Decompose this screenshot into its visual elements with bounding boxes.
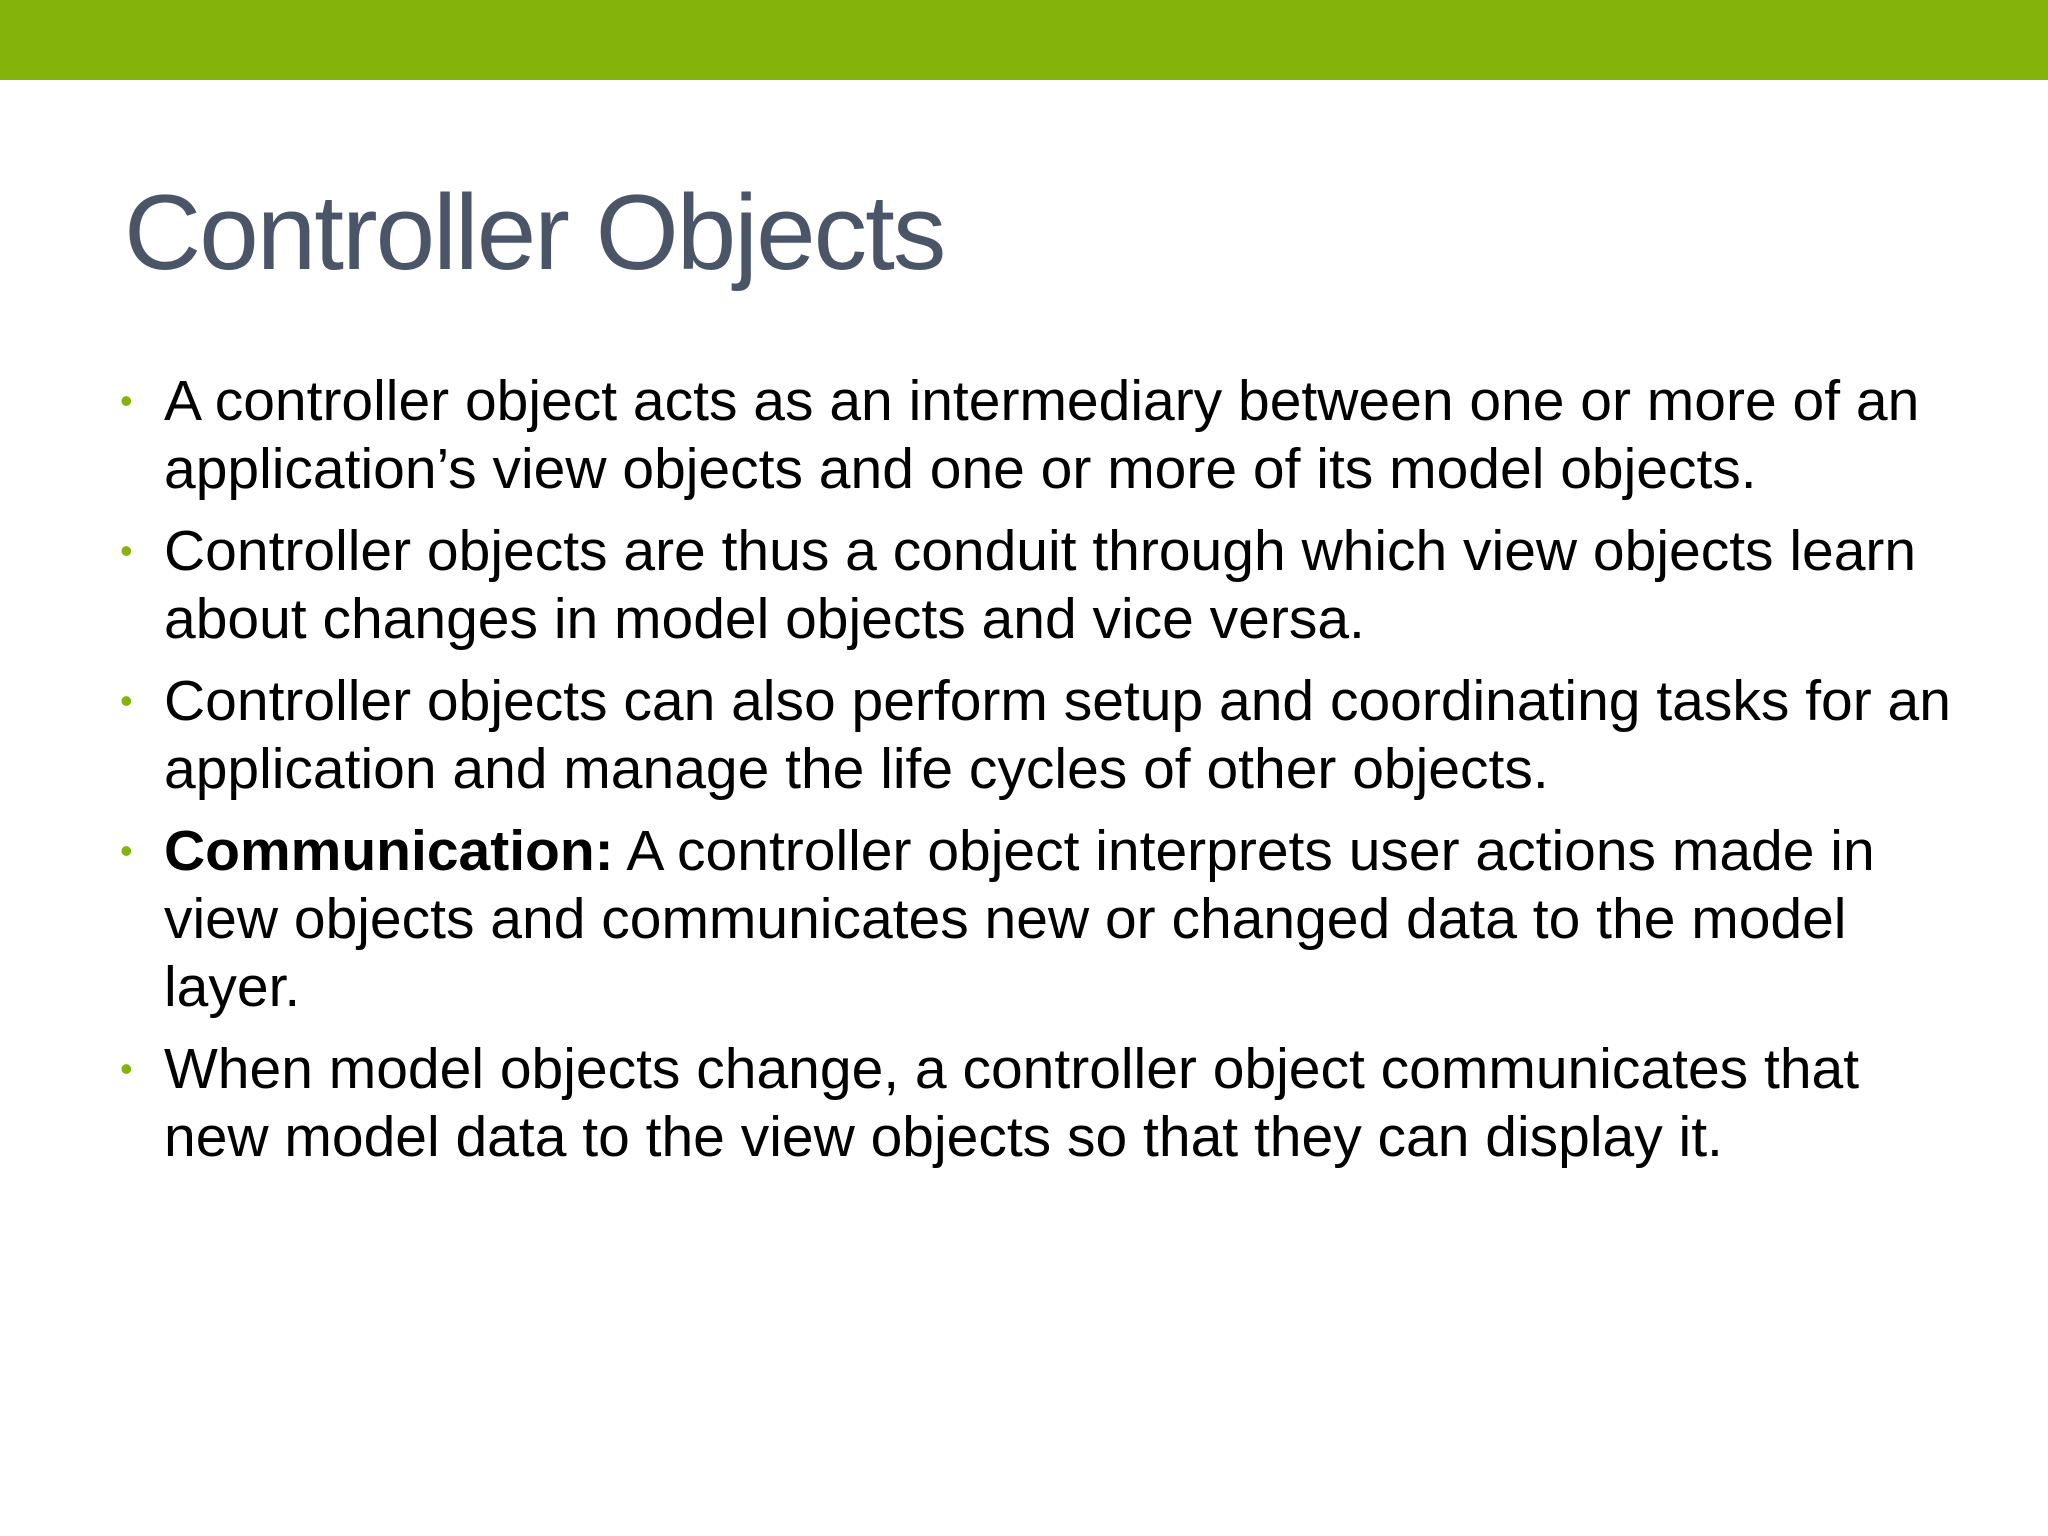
bullet-item: [118, 817, 1958, 1021]
bullet-text: A controller object acts as an intermediary between one or more of an application’s view objects and one or more of its model objects.: [164, 369, 1920, 501]
top-accent-bar: [0, 0, 2048, 80]
bullet-list: [118, 367, 1958, 1185]
slide-title: Controller Objects: [124, 172, 945, 292]
bullet-dot-icon: •: [120, 830, 133, 871]
bullet-text: A controller object interprets user actions made in view objects and communicates new or changed data to the model layer.: [164, 819, 1875, 1019]
bullet-dot-icon: •: [120, 680, 133, 721]
bullet-dot-icon: •: [120, 1048, 133, 1089]
bullet-text: Controller objects are thus a conduit through which view objects learn about changes in model objects and vice versa.: [164, 519, 1917, 651]
bullet-item: [118, 517, 1958, 653]
bullet-text: When model objects change, a controller object communicates that new model data to the view objects so that they can display it.: [164, 1037, 1860, 1169]
bullet-item: [118, 1035, 1958, 1171]
bullet-dot-icon: •: [120, 530, 133, 571]
bullet-lead: Communication:: [164, 819, 614, 883]
bullet-item: [118, 667, 1958, 803]
bullet-dot-icon: •: [120, 380, 133, 421]
bullet-text: Controller objects can also perform setup and coordinating tasks for an application and manage the life cycles of other objects.: [164, 669, 1951, 801]
bullet-item: [118, 367, 1958, 503]
